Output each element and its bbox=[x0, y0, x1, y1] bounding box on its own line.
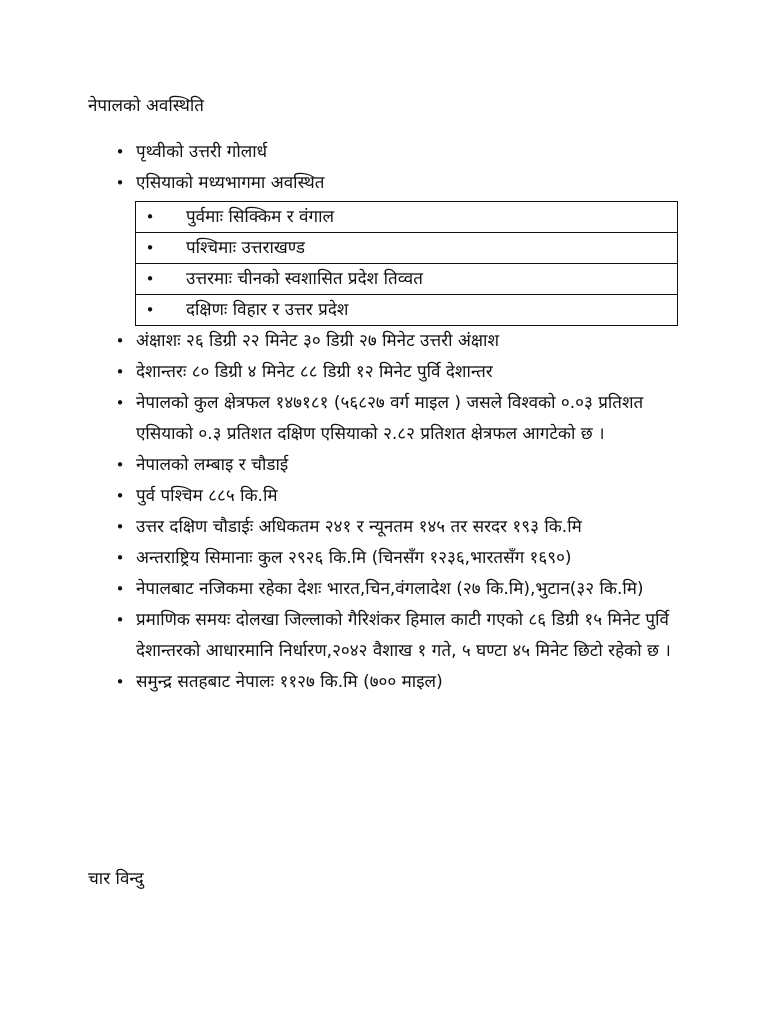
bullet-icon: • bbox=[115, 549, 125, 567]
bullet-icon: • bbox=[115, 580, 125, 598]
list-item-text: अंक्षाशः २६ डिग्री २२ मिनेट ३० डिग्री २७ मिनेट उत्तरी अंक्षाश bbox=[136, 331, 500, 351]
bullet-icon: • bbox=[115, 363, 125, 381]
table-cell bbox=[136, 264, 678, 295]
bullet-icon: • bbox=[115, 518, 125, 536]
list-item bbox=[112, 543, 702, 574]
list-item bbox=[112, 137, 702, 168]
list-item-text: पुर्व पश्चिम ८८५ कि.मि bbox=[136, 486, 278, 506]
table-row bbox=[136, 295, 678, 326]
list-item-text: नेपालबाट नजिकमा रहेका देशः भारत,चिन,वंगलादेश (२७ कि.मि),भुटान(३२ कि.मि) bbox=[136, 579, 644, 599]
bullet-list-bottom bbox=[112, 326, 702, 698]
list-item-text: नेपालको कुल क्षेत्रफल १४७१८१ (५६८२७ वर्ग माइल ) जसले विश्वको ०.०३ प्रतिशत एसियाको ०.३ प्रतिशत दक्षिण एसियाको २.८२ प्रतिशत क्षेत्रफल आगटेको छ । bbox=[136, 393, 644, 444]
bullet-icon: • bbox=[115, 487, 125, 505]
bullet-icon: • bbox=[115, 673, 125, 691]
list-item-text: पृथ्वीको उत्तरी गोलार्ध bbox=[136, 142, 268, 162]
bullet-icon: • bbox=[115, 394, 125, 412]
bullet-icon: • bbox=[115, 611, 125, 629]
list-item-text: समुन्द्र सतहबाट नेपालः ११२७ कि.मि (७०० माइल) bbox=[136, 672, 443, 692]
list-item bbox=[112, 388, 702, 450]
footer-heading: चार विन्दु bbox=[88, 869, 144, 889]
bullet-icon: • bbox=[145, 301, 155, 319]
table-cell bbox=[136, 295, 678, 326]
table-row bbox=[136, 202, 678, 233]
list-item bbox=[112, 512, 702, 543]
list-item bbox=[112, 667, 702, 698]
table-cell bbox=[136, 202, 678, 233]
bullet-list-top bbox=[112, 137, 702, 199]
bullet-icon: • bbox=[145, 270, 155, 288]
list-item bbox=[112, 450, 702, 481]
bullet-icon: • bbox=[145, 208, 155, 226]
list-item-text: देशान्तरः ८० डिग्री ४ मिनेट ८८ डिग्री १२ मिनेट पुर्वि देशान्तर bbox=[136, 362, 493, 382]
list-item bbox=[112, 357, 702, 388]
list-item bbox=[112, 605, 702, 667]
bullet-icon: • bbox=[145, 239, 155, 257]
table-row bbox=[136, 264, 678, 295]
table-row bbox=[136, 233, 678, 264]
list-item-text: उत्तर दक्षिण चौडाईः अधिकतम २४१ र न्यूनतम १४५ तर सरदर १९३ कि.मि bbox=[136, 517, 582, 537]
list-item-text: एसियाको मध्यभागमा अवस्थित bbox=[136, 173, 325, 193]
list-item-text: नेपालको लम्बाइ र चौडाई bbox=[136, 455, 289, 475]
bullet-icon: • bbox=[115, 332, 125, 350]
table-cell-text: उत्तरमाः चीनको स्वशासित प्रदेश तिव्वत bbox=[186, 269, 423, 289]
list-item bbox=[112, 574, 702, 605]
list-item bbox=[112, 326, 702, 357]
table-cell bbox=[136, 233, 678, 264]
bullet-icon: • bbox=[115, 143, 125, 161]
list-item-text: प्रमाणिक समयः दोलखा जिल्लाको गैरिशंकर हिमाल काटी गएको ८६ डिग्री १५ मिनेट पुर्वि देशान्तरको आधारमानि निर्धारण,२०४२ वैशाख १ गते, ५ घण्टा ४५ मिनेट छिटो रहेको छ । bbox=[136, 610, 671, 661]
border-table bbox=[135, 201, 678, 326]
table-cell-text: पश्चिमाः उत्तराखण्ड bbox=[186, 238, 305, 258]
bullet-icon: • bbox=[115, 456, 125, 474]
bullet-icon: • bbox=[115, 174, 125, 192]
section-heading: नेपालको अवस्थिति bbox=[88, 96, 204, 116]
list-item-text: अन्तराष्ट्रिय सिमानाः कुल २९२६ कि.मि (चिनसँग १२३६,भारतसँग १६९०) bbox=[136, 548, 572, 568]
list-item bbox=[112, 481, 702, 512]
table-cell-text: पुर्वमाः सिक्किम र वंगाल bbox=[186, 207, 335, 227]
table-cell-text: दक्षिणः विहार र उत्तर प्रदेश bbox=[186, 300, 349, 320]
list-item bbox=[112, 168, 702, 199]
